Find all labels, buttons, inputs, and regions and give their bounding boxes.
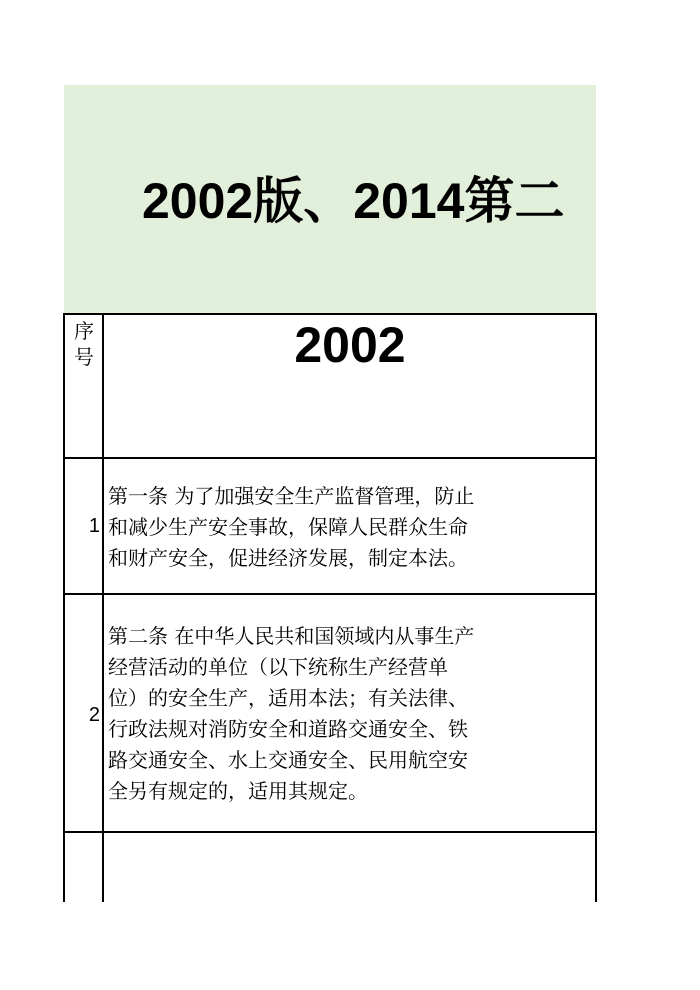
row-divider-1: [63, 457, 597, 459]
row-number: 1: [88, 515, 100, 537]
title-banner: [64, 85, 596, 313]
table-right-border: [595, 313, 597, 902]
document-title: 2002版、2014第二: [142, 173, 565, 229]
version-column-header: 2002: [294, 317, 406, 373]
row-number: 2: [88, 704, 100, 726]
seq-column-divider: [102, 313, 104, 902]
article-text: 第二条 在中华人民共和国领域内从事生产 经营活动的单位（以下统称生产经营单 位）的安全生产，适用本法；有关法律、 行政法规对消防安全和道路交通安全、铁 路交通安全、水上交通安全、民用航空安 全另有规定的，适用其规定。: [108, 624, 475, 803]
seq-header-char-2: 号: [74, 345, 94, 369]
table-top-border: [63, 313, 597, 315]
row-divider-2: [63, 593, 597, 595]
table-left-border: [63, 313, 65, 902]
seq-header-char-1: 序: [74, 319, 94, 343]
seq-column-header: [65, 318, 103, 370]
row-divider-3: [63, 831, 597, 833]
article-text: 第一条 为了加强安全生产监督管理，防止 和减少生产安全事故，保障人民群众生命 和财产安全，促进经济发展，制定本法。: [108, 484, 475, 570]
